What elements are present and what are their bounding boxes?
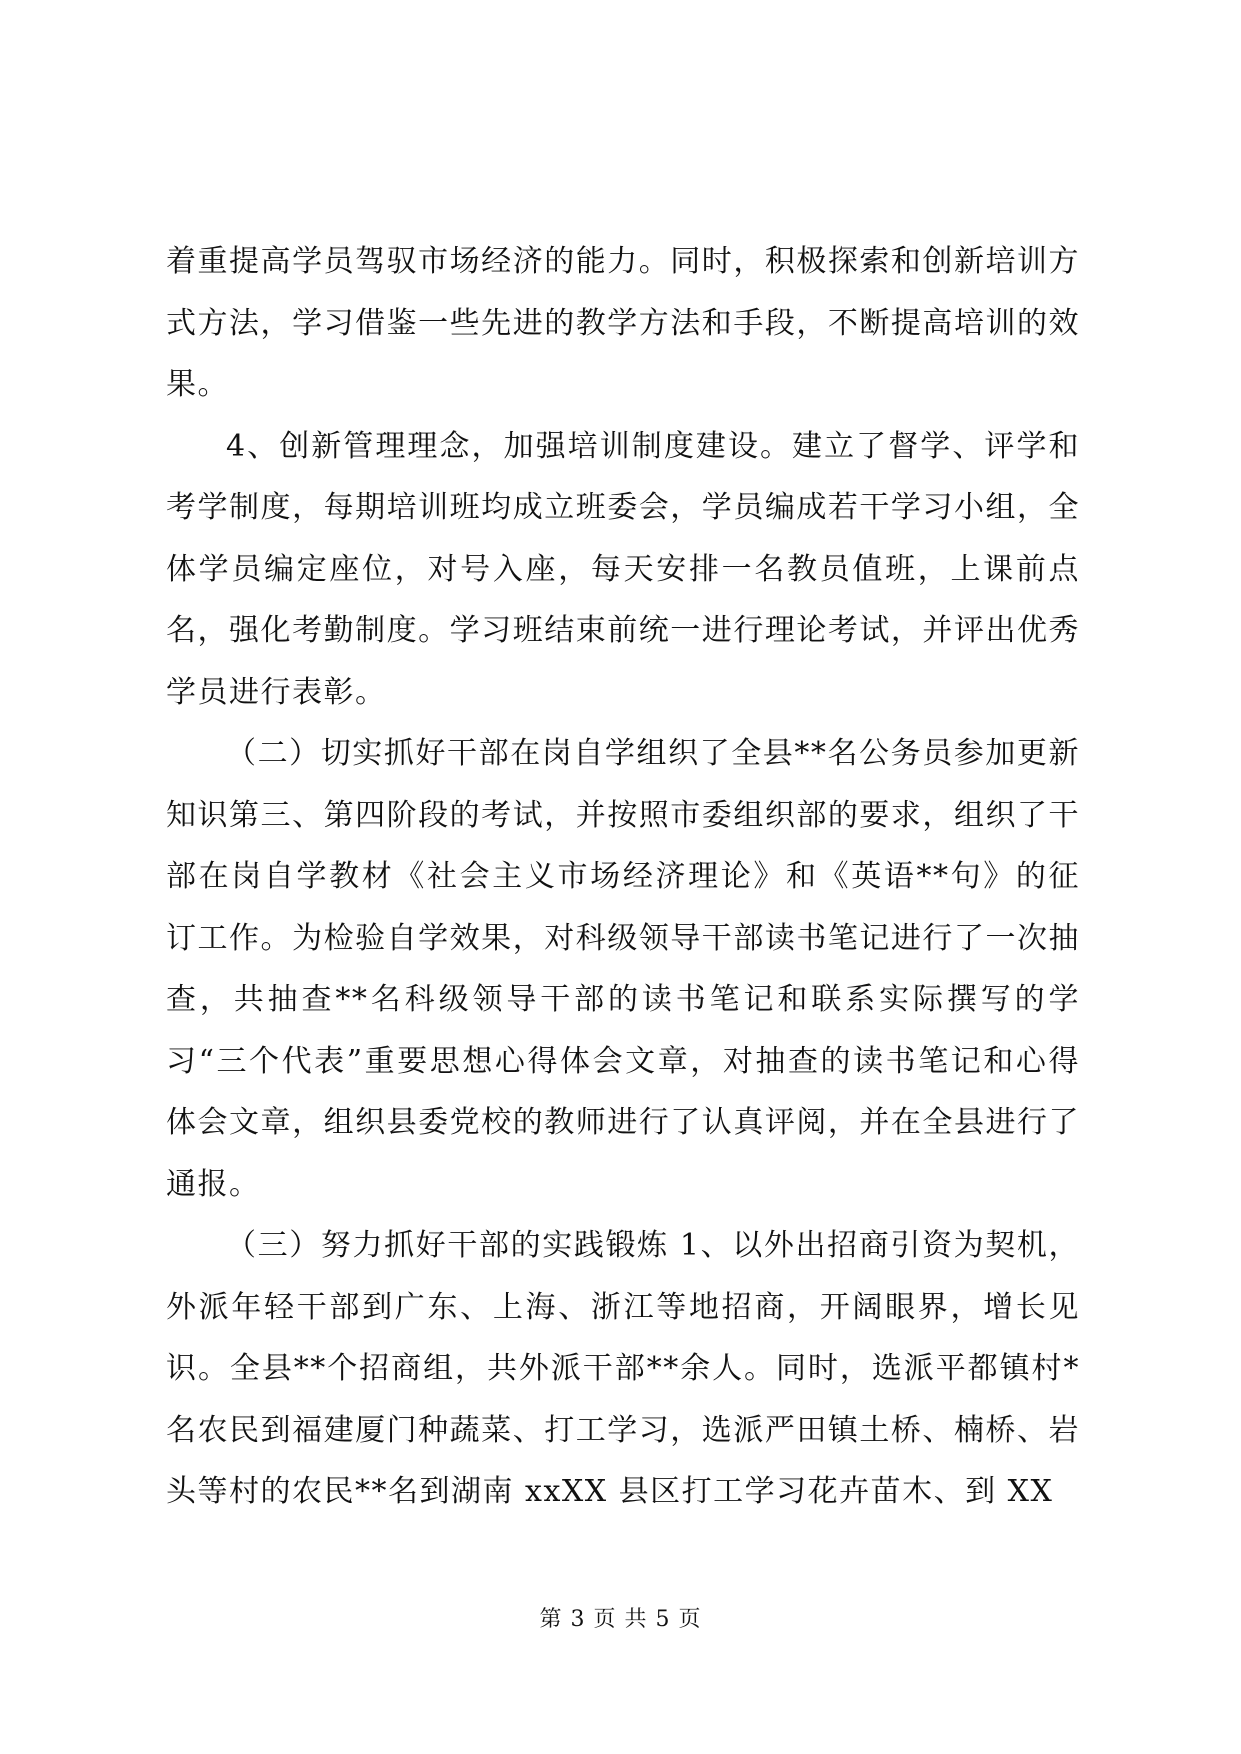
page-footer: 第 3 页 共 5 页 (539, 1607, 702, 1632)
paragraph-practice-training: （三）努力抓好干部的实践锻炼 1、以外出招商引资为契机，外派年轻干部到广东、上海、浙江等地招商，开阔眼界，增长见识。全县**个招商组，共外派干部**余人。同时，选派平都镇村*名农民到福建厦门种蔬菜、打工学习，选派严田镇土桥、楠桥、岩头等村的农民**名到湖南 xxXX 县区打工学习花卉苗木、到 XX (166, 1228, 1080, 1509)
paragraph-self-study: （二）切实抓好干部在岗自学组织了全县**名公务员参加更新知识第三、第四阶段的考试，并按照市委组织部的要求，组织了干部在岗自学教材《社会主义市场经济理论》和《英语**句》的征订工作。为检验自学效果，对科级领导干部读书笔记进行了一次抽查，共抽查**名科级领导干部的读书笔记和联系实际撰写的学习“三个代表”重要思想心得体会文章，对抽查的读书笔记和心得体会文章，组织县委党校的教师进行了认真评阅，并在全县进行了通报。 (166, 736, 1080, 1202)
paragraph-continuation: 着重提高学员驾驭市场经济的能力。同时，积极探索和创新培训方式方法，学习借鉴一些先进的教学方法和手段，不断提高培训的效果。 (166, 244, 1080, 402)
paragraph-management-concept: 4、创新管理理念，加强培训制度建设。建立了督学、评学和考学制度，每期培训班均成立班委会，学员编成若干学习小组，全体学员编定座位，对号入座，每天安排一名教员值班，上课前点名，强化考勤制度。学习班结束前统一进行理论考试，并评出优秀学员进行表彰。 (166, 428, 1080, 710)
body-text (166, 231, 1080, 1523)
